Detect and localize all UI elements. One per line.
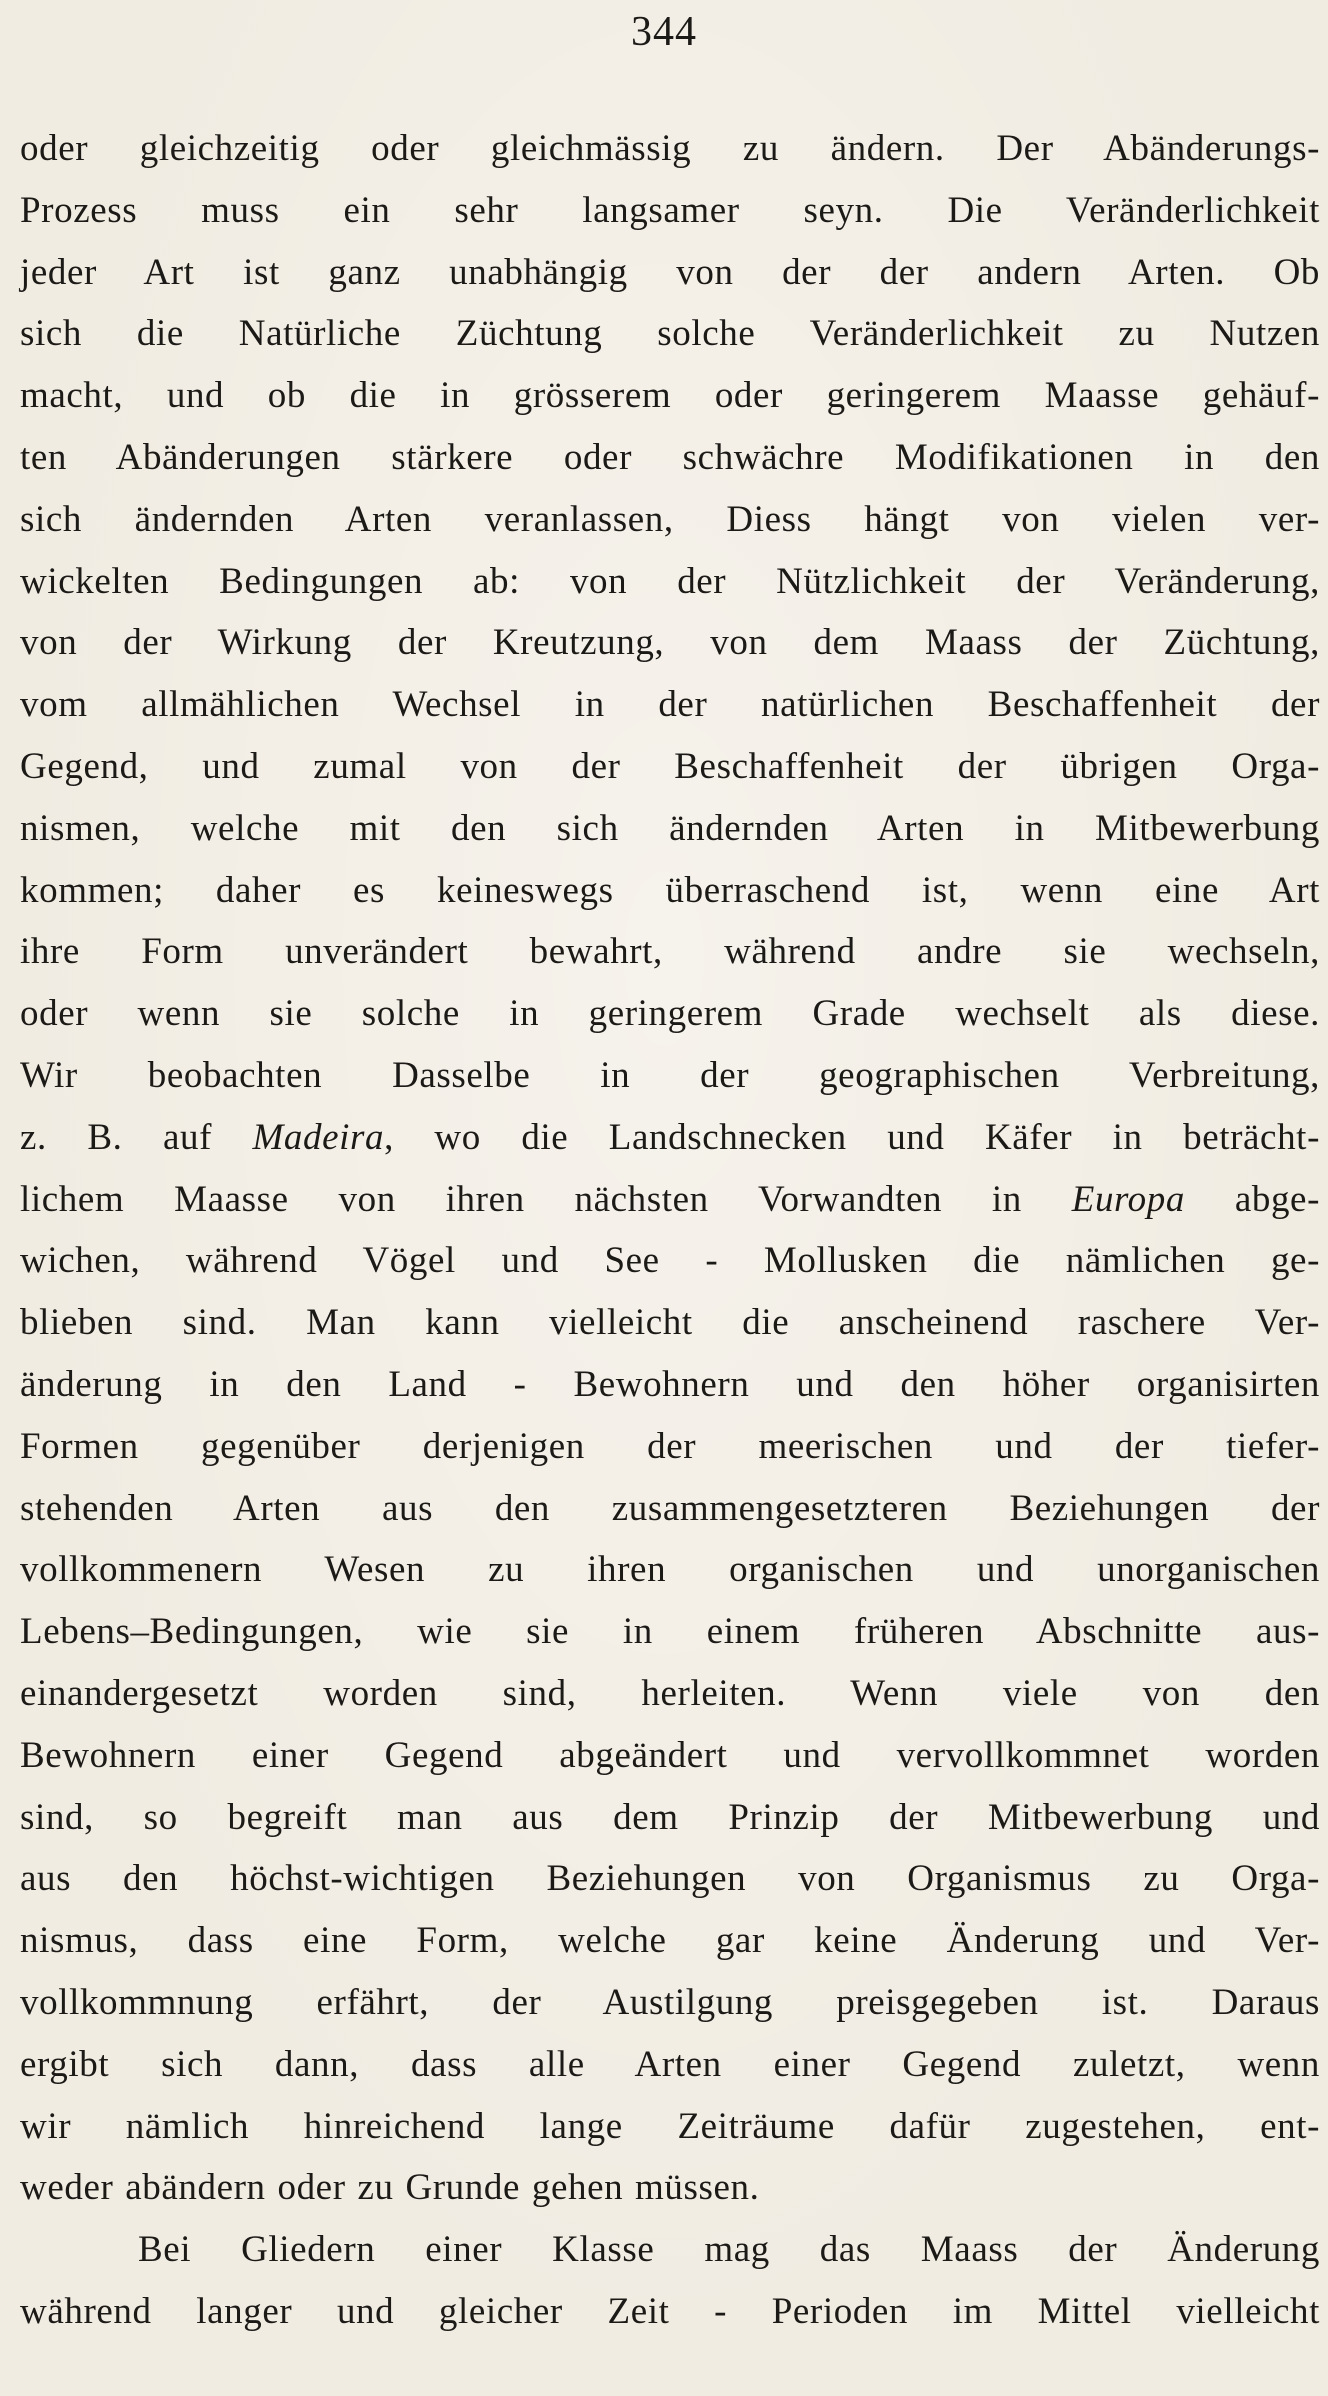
text-line: kommen; daher es keineswegs überraschend ist, wenn eine Art: [20, 869, 1320, 911]
text-line: ihre Form unverändert bewahrt, während andre sie wechseln,: [20, 931, 1320, 973]
text-line: nismus, dass eine Form, welche gar keine Änderung und Ver-: [20, 1920, 1320, 1962]
text-segment: , wo die Landschnecken und Käfer in beträcht-: [384, 1116, 1320, 1158]
text-line: sich ändernden Arten veranlassen, Diess hängt von vielen ver-: [20, 498, 1320, 540]
text-line: wickelten Bedingungen ab: von der Nützlichkeit der Veränderung,: [20, 560, 1320, 602]
text-line: ten Abänderungen stärkere oder schwächre Modifikationen in den: [20, 436, 1320, 478]
text-line: aus den höchst-wichtigen Beziehungen von Organismus zu Orga-: [20, 1858, 1320, 1900]
text-line: Wir beobachten Dasselbe in der geographischen Verbreitung,: [20, 1054, 1320, 1096]
text-line-paragraph-end: weder abändern oder zu Grunde gehen müssen.: [20, 2167, 760, 2209]
text-line-with-italic: [20, 1107, 1320, 1169]
place-name-italic: Europa: [1071, 1178, 1185, 1220]
body-text: [20, 118, 1320, 2343]
text-line: sich die Natürliche Züchtung solche Veränderlichkeit zu Nutzen: [20, 313, 1320, 355]
text-line: wir nämlich hinreichend lange Zeiträume dafür zugestehen, ent-: [20, 2105, 1320, 2147]
text-segment: abge-: [1184, 1178, 1320, 1220]
text-line: nismen, welche mit den sich ändernden Arten in Mitbewerbung: [20, 807, 1320, 849]
text-line: oder gleichzeitig oder gleichmässig zu ändern. Der Abänderungs-: [20, 128, 1320, 169]
text-line: oder wenn sie solche in geringerem Grade wechselt als diese.: [20, 993, 1320, 1035]
text-line: vollkommenern Wesen zu ihren organischen und unorganischen: [20, 1549, 1320, 1591]
text-line: stehenden Arten aus den zusammengesetzteren Beziehungen der: [20, 1487, 1320, 1529]
text-line: von der Wirkung der Kreutzung, von dem Maass der Züchtung,: [20, 622, 1320, 664]
text-line: blieben sind. Man kann vielleicht die anscheinend raschere Ver-: [20, 1302, 1320, 1344]
text-line: Prozess muss ein sehr langsamer seyn. Die Veränderlichkeit: [20, 189, 1320, 231]
text-line: während langer und gleicher Zeit - Perioden im Mittel vielleicht: [20, 2290, 1320, 2332]
text-line-paragraph-start: Bei Gliedern einer Klasse mag das Maass der Änderung: [138, 2229, 1320, 2271]
text-line: wichen, während Vögel und See - Mollusken die nämlichen ge-: [20, 1240, 1320, 1282]
text-line-with-italic: [20, 1169, 1320, 1231]
text-line: änderung in den Land - Bewohnern und den höher organisirten: [20, 1363, 1320, 1405]
text-line: Formen gegenüber derjenigen der meerischen und der tiefer-: [20, 1425, 1320, 1467]
text-line: sind, so begreift man aus dem Prinzip der Mitbewerbung und: [20, 1796, 1320, 1838]
text-line: vollkommnung erfährt, der Austilgung preisgegeben ist. Daraus: [20, 1981, 1320, 2023]
page-number: 344: [631, 9, 697, 55]
text-segment: z. B. auf: [20, 1116, 253, 1158]
text-line: Gegend, und zumal von der Beschaffenheit der übrigen Orga-: [20, 745, 1320, 787]
place-name-italic: Madeira: [252, 1116, 385, 1158]
text-line: vom allmählichen Wechsel in der natürlichen Beschaffenheit der: [20, 684, 1320, 726]
text-line: Lebens–Bedingungen, wie sie in einem früheren Abschnitte aus-: [20, 1611, 1320, 1653]
text-line: Bewohnern einer Gegend abgeändert und vervollkommnet worden: [20, 1734, 1320, 1776]
text-segment: lichem Maasse von ihren nächsten Vorwandten in: [20, 1178, 1072, 1220]
text-line: einandergesetzt worden sind, herleiten. Wenn viele von den: [20, 1672, 1320, 1714]
text-line: ergibt sich dann, dass alle Arten einer Gegend zuletzt, wenn: [20, 2043, 1320, 2085]
text-line: jeder Art ist ganz unabhängig von der der andern Arten. Ob: [20, 251, 1320, 293]
text-line: macht, und ob die in grösserem oder geringerem Maasse gehäuf-: [20, 375, 1320, 417]
